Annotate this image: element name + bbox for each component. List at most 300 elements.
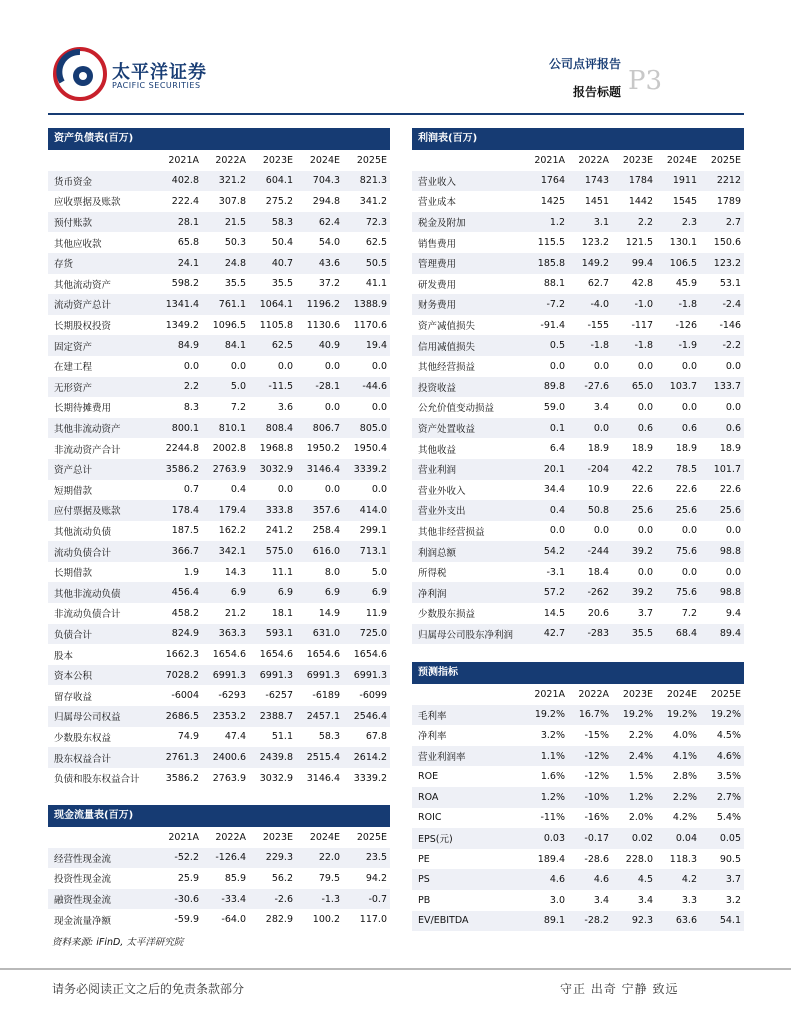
cell-value: 2.3: [656, 212, 700, 233]
row-label: 应付票据及账款: [48, 500, 155, 521]
cell-value: 0.7: [183, 484, 199, 496]
row-label: 其他应收款: [54, 238, 102, 250]
cell-value: 593.1: [249, 624, 296, 645]
cell-value: 89.8: [524, 377, 568, 398]
cell-value: 14.3: [224, 566, 246, 578]
row-label: 营业成本: [418, 197, 457, 209]
row-label: 其他收益: [418, 444, 457, 456]
row-label: 投资收益: [412, 377, 524, 398]
cell-value: -16%: [584, 812, 609, 824]
cell-value: 2763.9: [212, 772, 246, 784]
row-label: 营业利润率: [412, 746, 524, 767]
table-row: [412, 397, 744, 418]
table-row: [412, 418, 744, 439]
cell-value: 78.5: [656, 459, 700, 480]
cell-value: 357.6: [296, 500, 343, 521]
cell-value: -6293: [218, 690, 246, 702]
cell-value: 18.4: [587, 566, 609, 578]
cell-value: -146: [719, 319, 741, 331]
cell-value: 2.2: [612, 212, 656, 233]
year-header: 2022A: [202, 827, 249, 848]
balance-sheet-table: [48, 128, 390, 788]
cell-value: 0.0: [637, 360, 653, 372]
cell-value: 19.2%: [612, 705, 656, 726]
cell-value: 50.3: [224, 237, 246, 249]
cell-value: 54.0: [318, 237, 340, 249]
table-row: [412, 911, 744, 932]
page-number: P3: [628, 66, 663, 96]
row-label: 流动负债合计: [48, 541, 155, 562]
cell-value: 0.0: [230, 360, 246, 372]
cell-value: 25.6: [656, 500, 700, 521]
cell-value: 22.6: [631, 484, 653, 496]
row-label: 短期借款: [54, 485, 93, 497]
cell-value: -1.8: [656, 294, 700, 315]
table-row: [412, 869, 744, 890]
cell-value: 1968.8: [259, 443, 293, 455]
row-label: 销售费用: [418, 238, 457, 250]
cell-value: -2.2: [700, 335, 744, 356]
cell-value: -64.0: [221, 914, 246, 926]
cell-value: 1388.9: [343, 294, 390, 315]
cell-value: -155: [587, 319, 609, 331]
cell-value: 2.7%: [700, 787, 744, 808]
cell-value: 0.0: [681, 525, 697, 537]
company-logo: [50, 42, 110, 102]
balance-sheet-title: 资产负债表(百万): [48, 128, 390, 150]
cell-value: 5.0: [371, 566, 387, 578]
cell-value: 150.6: [713, 237, 741, 249]
cell-value: 35.5: [612, 624, 656, 645]
cell-value: -6257: [265, 690, 293, 702]
table-row: [48, 315, 390, 336]
cell-value: 19.2%: [656, 705, 700, 726]
cell-value: 1.1%: [524, 746, 568, 767]
row-label: 研发费用: [418, 279, 457, 291]
year-header: 2024E: [296, 150, 343, 171]
cell-value: 6.4: [549, 443, 565, 455]
row-label: 营业收入: [412, 171, 524, 192]
cell-value: 1170.6: [353, 319, 387, 331]
year-header: 2025E: [700, 150, 744, 171]
header-corner: [48, 150, 155, 171]
cell-value: 88.1: [543, 278, 565, 290]
table-row: [412, 480, 744, 501]
table-row: [48, 480, 390, 501]
cell-value: 1442: [628, 195, 653, 207]
table-row: [48, 356, 390, 377]
cell-value: 98.8: [700, 582, 744, 603]
cell-value: 0.0: [681, 401, 697, 413]
forecast-table: [412, 662, 744, 931]
cell-value: 185.8: [524, 253, 568, 274]
header-corner: [412, 150, 524, 171]
table-row: [412, 356, 744, 377]
cell-value: 89.1: [524, 911, 568, 932]
table-row: [48, 889, 390, 910]
year-header-row: [412, 684, 744, 705]
row-label: 其他流动负债: [54, 526, 112, 538]
row-label: 融资性现金流: [48, 889, 155, 910]
cell-value: 598.2: [171, 278, 199, 290]
brand-name: 太平洋证券: [112, 62, 207, 83]
cell-value: 47.4: [224, 731, 246, 743]
cell-value: 0.6: [700, 418, 744, 439]
cell-value: 821.3: [343, 171, 390, 192]
table-row: [48, 191, 390, 212]
cell-value: 1.5%: [628, 771, 653, 783]
cell-value: 241.2: [265, 525, 293, 537]
cell-value: -12%: [584, 771, 609, 783]
cell-value: 2.8%: [672, 771, 697, 783]
cell-value: -11.5: [249, 377, 296, 398]
cell-value: -15%: [584, 729, 609, 741]
cell-value: 54.1: [700, 911, 744, 932]
row-label: ROE: [418, 771, 439, 783]
cell-value: 11.1: [271, 566, 293, 578]
cell-value: 4.5: [612, 869, 656, 890]
cell-value: 62.4: [296, 212, 343, 233]
cell-value: -0.17: [568, 828, 612, 849]
cell-value: -28.6: [584, 853, 609, 865]
row-label: 其他非流动负债: [48, 582, 155, 603]
cell-value: 1349.2: [165, 319, 199, 331]
cell-value: 1654.6: [259, 649, 293, 661]
cell-value: 0.1: [524, 418, 568, 439]
cell-value: 21.2: [224, 607, 246, 619]
cell-value: -283: [568, 624, 612, 645]
cell-value: 28.1: [155, 212, 202, 233]
row-label: 少数股东损益: [418, 609, 476, 621]
cell-value: 321.2: [202, 171, 249, 192]
cashflow-table: [48, 805, 390, 930]
row-label: PE: [418, 853, 430, 865]
cell-value: 8.0: [324, 566, 340, 578]
cell-value: 6.9: [296, 582, 343, 603]
row-label: ROA: [412, 787, 524, 808]
cell-value: 42.2: [612, 459, 656, 480]
cell-value: 2.0%: [628, 812, 653, 824]
cell-value: 6.9: [202, 582, 249, 603]
cell-value: 0.0: [681, 566, 697, 578]
table-row: [48, 624, 390, 645]
cell-value: 35.5: [271, 278, 293, 290]
cell-value: 2.2%: [628, 729, 653, 741]
table-row: [412, 459, 744, 480]
cell-value: 0.05: [700, 828, 744, 849]
cell-value: 4.1%: [656, 746, 700, 767]
cell-value: 39.2: [612, 582, 656, 603]
year-header: 2022A: [568, 684, 612, 705]
cell-value: 704.3: [296, 171, 343, 192]
cell-value: 58.3: [249, 212, 296, 233]
cell-value: 3586.2: [155, 459, 202, 480]
cell-value: 123.2: [581, 237, 609, 249]
cell-value: -91.4: [540, 319, 565, 331]
table-row: [48, 868, 390, 889]
cell-value: 2002.8: [212, 443, 246, 455]
cell-value: 42.7: [524, 624, 568, 645]
row-label: 营业外支出: [412, 500, 524, 521]
cell-value: 2439.8: [249, 747, 296, 768]
year-header: 2024E: [656, 684, 700, 705]
document-type: 公司点评报告: [548, 57, 621, 71]
cell-value: 761.1: [202, 294, 249, 315]
table-row: [412, 521, 744, 542]
cell-value: 0.0: [549, 525, 565, 537]
cell-value: -52.2: [155, 848, 202, 869]
cell-value: 3.2%: [540, 729, 565, 741]
cell-value: 115.5: [537, 237, 565, 249]
row-label: 股本: [54, 650, 74, 662]
cell-value: 178.4: [155, 500, 202, 521]
cell-value: 2.2%: [656, 787, 700, 808]
cell-value: 456.4: [155, 582, 202, 603]
table-row: [412, 315, 744, 336]
row-label: 在建工程: [54, 362, 93, 374]
year-header-row: [48, 150, 390, 171]
cell-value: 50.5: [343, 253, 390, 274]
cell-value: 3.7: [700, 869, 744, 890]
cell-value: 808.4: [249, 418, 296, 439]
cell-value: 2614.2: [343, 747, 390, 768]
cell-value: -2.6: [249, 889, 296, 910]
table-row: [48, 274, 390, 295]
cell-value: 1196.2: [296, 294, 343, 315]
cell-value: 6991.3: [202, 665, 249, 686]
row-label: 其他流动资产: [54, 279, 112, 291]
header-corner: [48, 827, 155, 848]
cell-value: 98.8: [700, 541, 744, 562]
cell-value: 4.6: [524, 869, 568, 890]
cell-value: 3146.4: [296, 459, 343, 480]
row-label: 净利润: [412, 582, 524, 603]
cell-value: 1.2: [524, 212, 568, 233]
cell-value: 631.0: [296, 624, 343, 645]
cell-value: 3586.2: [165, 772, 199, 784]
year-header: 2022A: [568, 150, 612, 171]
cell-value: 1950.4: [353, 443, 387, 455]
cell-value: 10.9: [587, 484, 609, 496]
cell-value: 92.3: [612, 911, 656, 932]
cell-value: 24.8: [202, 253, 249, 274]
cell-value: 79.5: [318, 872, 340, 884]
cell-value: 0.0: [593, 360, 609, 372]
cell-value: 37.2: [318, 278, 340, 290]
cell-value: 3.4: [637, 894, 653, 906]
cell-value: -27.6: [568, 377, 612, 398]
cell-value: 0.0: [725, 360, 741, 372]
table-row: [48, 603, 390, 624]
table-row: [48, 541, 390, 562]
cell-value: 101.7: [700, 459, 744, 480]
row-label: PS: [412, 869, 524, 890]
cell-value: 1064.1: [249, 294, 296, 315]
cell-value: -33.4: [202, 889, 249, 910]
table-row: [48, 521, 390, 542]
cell-value: 85.9: [224, 872, 246, 884]
data-source-note: 资料来源: iFinD, 太平洋研究院: [52, 937, 184, 948]
row-label: 税金及附加: [412, 212, 524, 233]
cell-value: 4.0%: [672, 729, 697, 741]
cell-value: -3.1: [546, 566, 565, 578]
table-row: [412, 294, 744, 315]
cell-value: 1.9: [183, 566, 199, 578]
cell-value: 18.9: [675, 443, 697, 455]
row-label: 流动资产总计: [48, 294, 155, 315]
year-header-row: [412, 150, 744, 171]
row-label: 公允价值变动损益: [418, 403, 495, 415]
cell-value: 616.0: [296, 541, 343, 562]
table-row: [48, 582, 390, 603]
cell-value: 1.6%: [540, 771, 565, 783]
cell-value: 824.9: [155, 624, 202, 645]
cell-value: 810.1: [202, 418, 249, 439]
cell-value: 25.6: [700, 500, 744, 521]
brand-name-en: PACIFIC SECURITIES: [112, 81, 201, 90]
cell-value: 0.0: [568, 418, 612, 439]
cell-value: 50.8: [568, 500, 612, 521]
cell-value: 713.1: [343, 541, 390, 562]
cell-value: 228.0: [625, 853, 653, 865]
year-header: 2024E: [656, 150, 700, 171]
cell-value: -117: [631, 319, 653, 331]
cell-value: -28.1: [296, 377, 343, 398]
cell-value: 7.2: [230, 401, 246, 413]
table-row: [48, 706, 390, 727]
row-label: 资产总计: [48, 459, 155, 480]
cell-value: 0.03: [524, 828, 568, 849]
cell-value: 3032.9: [249, 459, 296, 480]
cell-value: 0.0: [725, 566, 741, 578]
cell-value: -262: [568, 582, 612, 603]
cell-value: 90.5: [719, 853, 741, 865]
cell-value: -10%: [568, 787, 612, 808]
cell-value: 20.1: [524, 459, 568, 480]
header-divider: [48, 113, 744, 115]
cell-value: 2353.2: [202, 706, 249, 727]
year-header-row: [48, 827, 390, 848]
cell-value: 53.1: [719, 278, 741, 290]
cell-value: 294.8: [312, 195, 340, 207]
table-row: [48, 253, 390, 274]
cell-value: 149.2: [568, 253, 612, 274]
cell-value: 45.9: [675, 278, 697, 290]
cell-value: 2400.6: [202, 747, 249, 768]
table-row: [48, 685, 390, 706]
footer-divider: [0, 968, 791, 970]
row-label: 留存收益: [54, 691, 93, 703]
table-row: [412, 705, 744, 726]
cell-value: 0.0: [681, 360, 697, 372]
table-row: [48, 562, 390, 583]
cell-value: 1911: [656, 171, 700, 192]
cell-value: 604.1: [249, 171, 296, 192]
cell-value: 1662.3: [165, 649, 199, 661]
cell-value: 0.0: [549, 360, 565, 372]
year-header: 2021A: [155, 150, 202, 171]
cell-value: 2212: [700, 171, 744, 192]
year-header: 2024E: [296, 827, 343, 848]
cell-value: 100.2: [312, 914, 340, 926]
cell-value: 18.9: [587, 443, 609, 455]
row-label: PB: [418, 894, 431, 906]
table-row: [48, 438, 390, 459]
cell-value: 725.0: [343, 624, 390, 645]
cell-value: 18.9: [631, 443, 653, 455]
cell-value: 40.9: [296, 335, 343, 356]
cell-value: -126.4: [202, 848, 249, 869]
table-row: [412, 746, 744, 767]
row-label: 负债和股东权益合计: [54, 774, 140, 786]
cell-value: 222.4: [171, 195, 199, 207]
table-row: [48, 418, 390, 439]
cell-value: 62.5: [249, 335, 296, 356]
cell-value: 103.7: [656, 377, 700, 398]
cell-value: 1341.4: [155, 294, 202, 315]
row-label: 资产减值损失: [418, 321, 476, 333]
cell-value: 6.9: [249, 582, 296, 603]
cell-value: 21.5: [202, 212, 249, 233]
cell-value: 2.4%: [612, 746, 656, 767]
cell-value: 34.4: [543, 484, 565, 496]
cell-value: 0.04: [656, 828, 700, 849]
cell-value: 65.0: [612, 377, 656, 398]
document-title: 报告标题: [572, 85, 621, 99]
cell-value: 1764: [524, 171, 568, 192]
table-row: [412, 500, 744, 521]
cell-value: 72.3: [343, 212, 390, 233]
cell-value: 1654.6: [353, 649, 387, 661]
cell-value: 806.7: [296, 418, 343, 439]
cell-value: -1.0: [612, 294, 656, 315]
table-row: [48, 500, 390, 521]
cell-value: 1545: [672, 195, 697, 207]
cell-value: 16.7%: [568, 705, 612, 726]
cell-value: 14.5: [543, 607, 565, 619]
forecast-title: 预测指标: [412, 662, 744, 684]
cell-value: -2.4: [700, 294, 744, 315]
cell-value: 62.5: [365, 237, 387, 249]
cell-value: 0.6: [612, 418, 656, 439]
table-row: [412, 335, 744, 356]
cell-value: 1654.6: [306, 649, 340, 661]
cell-value: 341.2: [359, 195, 387, 207]
table-row: [412, 274, 744, 295]
cell-value: 1096.5: [212, 319, 246, 331]
row-label: 现金流量净额: [54, 915, 112, 927]
cell-value: -1.3: [296, 889, 343, 910]
cell-value: -12%: [568, 746, 612, 767]
row-label: 其他非流动资产: [48, 418, 155, 439]
table-row: [48, 171, 390, 192]
cell-value: 0.0: [371, 360, 387, 372]
cell-value: -0.7: [343, 889, 390, 910]
cell-value: 3.4: [593, 401, 609, 413]
cell-value: 307.8: [218, 195, 246, 207]
cell-value: 0.0: [637, 566, 653, 578]
cell-value: 22.0: [296, 848, 343, 869]
table-row: [48, 768, 390, 789]
income-statement-table: [412, 128, 744, 644]
cell-value: 84.1: [202, 335, 249, 356]
row-label: 非流动负债合计: [54, 609, 121, 621]
table-row: [48, 909, 390, 930]
cell-value: 133.7: [700, 377, 744, 398]
cell-value: 18.1: [271, 607, 293, 619]
row-label: 固定资产: [48, 335, 155, 356]
row-label: 经营性现金流: [48, 848, 155, 869]
